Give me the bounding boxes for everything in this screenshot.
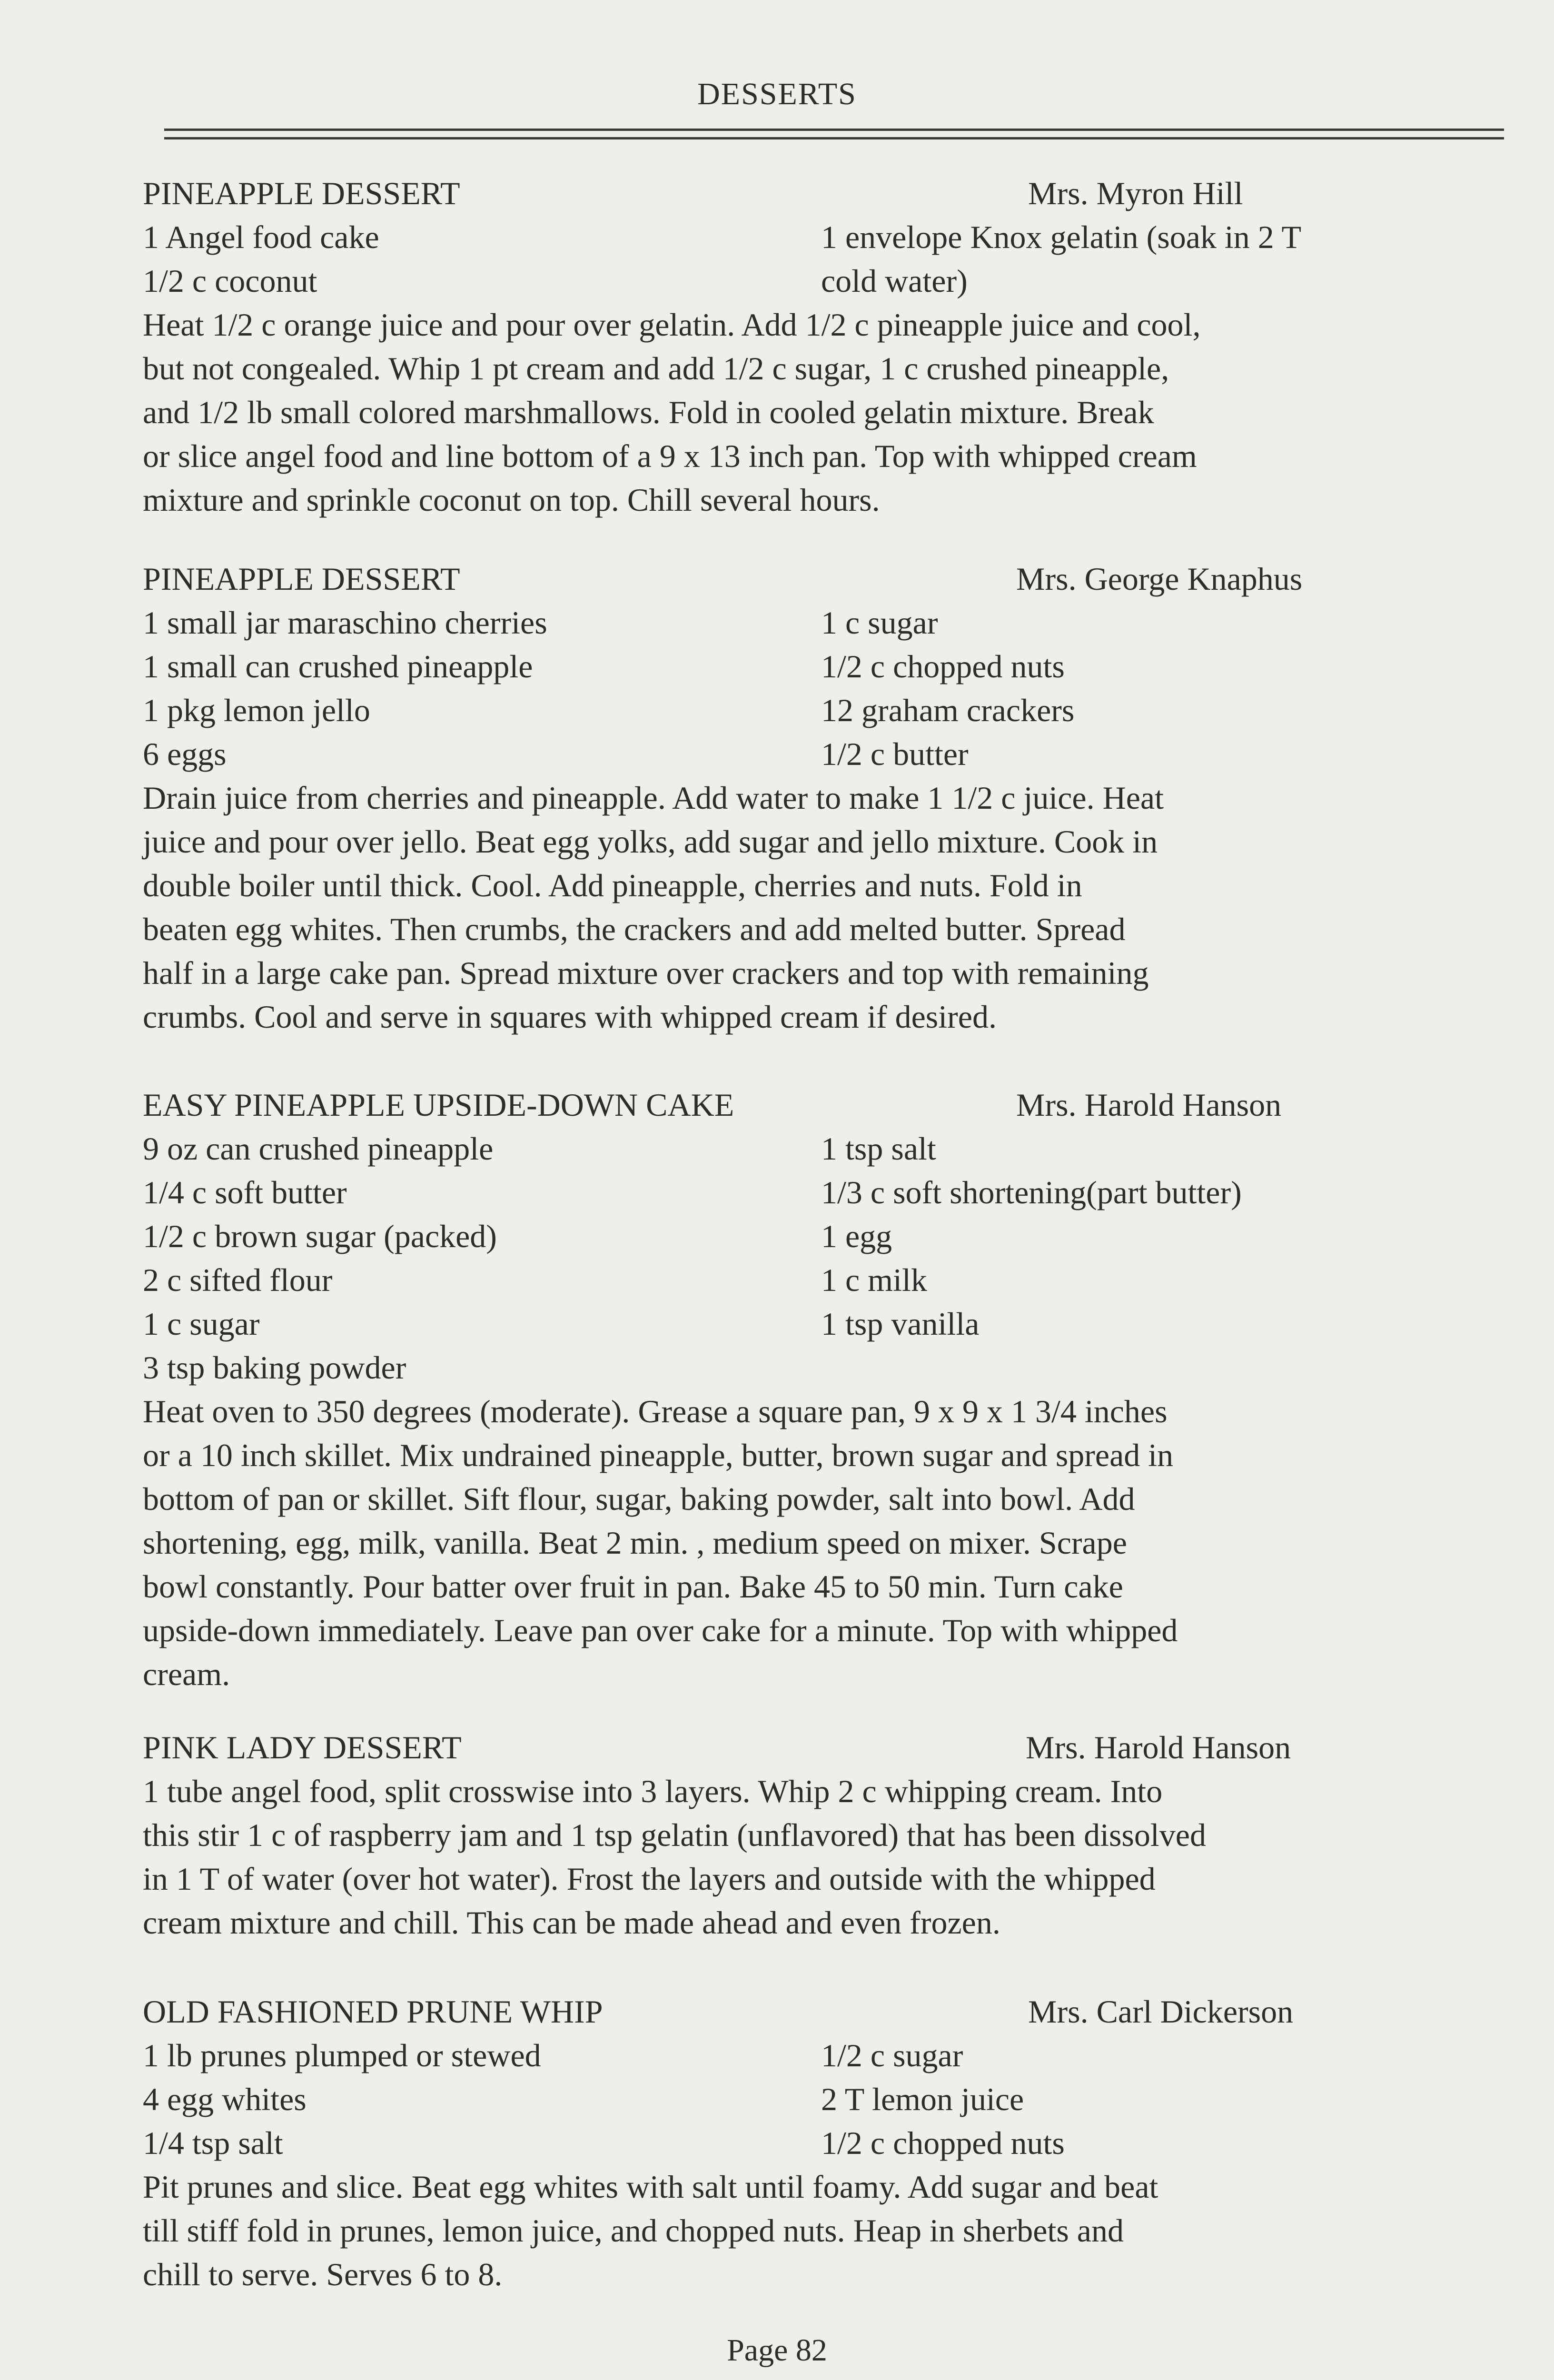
instruction-line: till stiff fold in prunes, lemon juice, and chopped nuts. Heap in sherbets and [143,2212,1124,2249]
ingredient-row [143,2077,1552,2121]
ingredient-left: 1 pkg lemon jello [143,692,370,728]
ingredient-right: 1/2 c chopped nuts [821,648,1065,684]
instruction-line: bottom of pan or skillet. Sift flour, sugar, baking powder, salt into bowl. Add [143,1481,1135,1517]
ingredient-right: 1/2 c butter [821,736,969,772]
ingredient-left: 1/4 tsp salt [143,2125,283,2161]
recipe-pink-lady-dessert [143,1726,1552,1944]
ingredient-row [143,1214,1552,1258]
recipe-author: Mrs. Harold Hanson [1026,1729,1291,1765]
header-rule-top [164,129,1504,131]
ingredient-row [143,732,1552,776]
ingredient-right: cold water) [821,263,968,299]
ingredient-right: 1 tsp salt [821,1130,936,1167]
ingredient-right: 1 c milk [821,1262,927,1298]
ingredient-left: 9 oz can crushed pineapple [143,1130,494,1167]
recipe-pineapple-dessert-knaphus [143,557,1552,1039]
recipe-title: OLD FASHIONED PRUNE WHIP [143,1993,603,2030]
instruction-line: cream mixture and chill. This can be made ahead and even frozen. [143,1904,1000,1941]
ingredient-left: 1 Angel food cake [143,219,379,255]
ingredient-right: 1 c sugar [821,605,938,641]
recipe-instructions [143,2165,1552,2296]
header-rule-bottom [164,137,1504,139]
instruction-line: half in a large cake pan. Spread mixture over crackers and top with remaining [143,955,1149,991]
ingredient-left: 3 tsp baking powder [143,1349,406,1386]
instruction-line: or slice angel food and line bottom of a 9 x 13 inch pan. Top with whipped cream [143,438,1197,474]
recipe-pineapple-dessert-hill [143,171,1552,522]
recipe-instructions [143,1769,1552,1944]
instruction-line: Heat oven to 350 degrees (moderate). Grease a square pan, 9 x 9 x 1 3/4 inches [143,1393,1168,1429]
instruction-line: beaten egg whites. Then crumbs, the crackers and add melted butter. Spread [143,911,1126,947]
recipe-author: Mrs. Myron Hill [1028,175,1243,211]
ingredient-left: 1/2 c brown sugar (packed) [143,1218,497,1254]
instruction-line: bowl constantly. Pour batter over fruit in pan. Bake 45 to 50 min. Turn cake [143,1568,1123,1605]
ingredient-left: 4 egg whites [143,2081,307,2117]
recipe-author: Mrs. Harold Hanson [1016,1087,1282,1123]
instruction-line: shortening, egg, milk, vanilla. Beat 2 min. , medium speed on mixer. Scrape [143,1525,1127,1561]
instruction-line: Pit prunes and slice. Beat egg whites with salt until foamy. Add sugar and beat [143,2169,1158,2205]
ingredient-row [143,601,1552,645]
recipe-title: PINK LADY DESSERT [143,1729,462,1765]
ingredient-row [143,215,1552,259]
ingredient-left: 1 c sugar [143,1306,260,1342]
instruction-line: 1 tube angel food, split crosswise into 3 layers. Whip 2 c whipping cream. Into [143,1773,1163,1809]
instruction-line: mixture and sprinkle coconut on top. Chill several hours. [143,482,880,518]
ingredient-right: 1 envelope Knox gelatin (soak in 2 T [821,219,1302,255]
instruction-line: and 1/2 lb small colored marshmallows. Fold in cooled gelatin mixture. Break [143,394,1154,430]
instruction-line: cream. [143,1656,230,1692]
ingredient-row [143,688,1552,732]
ingredient-row [143,2033,1552,2077]
ingredient-row [143,1170,1552,1214]
ingredient-left: 1/4 c soft butter [143,1174,347,1210]
recipe-title: PINEAPPLE DESSERT [143,561,460,597]
ingredient-left: 2 c sifted flour [143,1262,333,1298]
recipe-instructions [143,303,1552,522]
ingredient-left: 6 eggs [143,736,227,772]
recipe-instructions [143,776,1552,1039]
ingredient-left: 1 small jar maraschino cherries [143,605,547,641]
recipe-easy-pineapple-upside-down-cake [143,1083,1552,1696]
recipe-instructions [143,1389,1552,1696]
recipe-author: Mrs. George Knaphus [1016,561,1303,597]
ingredient-list [143,1127,1552,1389]
ingredient-right: 12 graham crackers [821,692,1075,728]
page-title: DESSERTS [697,77,857,111]
ingredient-list [143,215,1552,303]
ingredient-left: 1/2 c coconut [143,263,317,299]
ingredient-row [143,2121,1552,2165]
ingredient-list [143,601,1552,776]
recipe-old-fashioned-prune-whip [143,1990,1552,2296]
ingredient-right: 1 tsp vanilla [821,1306,980,1342]
ingredient-right: 1/2 c sugar [821,2037,963,2073]
ingredient-list [143,2033,1552,2165]
ingredient-row [143,645,1552,688]
ingredient-row [143,1346,1552,1389]
instruction-line: Heat 1/2 c orange juice and pour over gelatin. Add 1/2 c pineapple juice and cool, [143,307,1201,343]
instruction-line: but not congealed. Whip 1 pt cream and add 1/2 c sugar, 1 c crushed pineapple, [143,350,1169,387]
instruction-line: this stir 1 c of raspberry jam and 1 tsp gelatin (unflavored) that has been dissolved [143,1817,1206,1853]
ingredient-row [143,1258,1552,1302]
ingredient-right: 2 T lemon juice [821,2081,1024,2117]
instruction-line: or a 10 inch skillet. Mix undrained pineapple, butter, brown sugar and spread in [143,1437,1174,1473]
ingredient-left: 1 small can crushed pineapple [143,648,533,684]
instruction-line: Drain juice from cherries and pineapple. Add water to make 1 1/2 c juice. Heat [143,780,1164,816]
instruction-line: double boiler until thick. Cool. Add pineapple, cherries and nuts. Fold in [143,867,1082,903]
instruction-line: chill to serve. Serves 6 to 8. [143,2256,503,2292]
ingredient-right: 1/3 c soft shortening(part butter) [821,1174,1242,1210]
ingredient-right: 1 egg [821,1218,892,1254]
recipe-title: PINEAPPLE DESSERT [143,175,460,211]
instruction-line: crumbs. Cool and serve in squares with whipped cream if desired. [143,999,997,1035]
instruction-line: juice and pour over jello. Beat egg yolks, add sugar and jello mixture. Cook in [143,823,1158,860]
page-number: Page 82 [727,2333,827,2368]
ingredient-right: 1/2 c chopped nuts [821,2125,1065,2161]
ingredient-row [143,259,1552,303]
ingredient-row [143,1302,1552,1346]
ingredient-left: 1 lb prunes plumped or stewed [143,2037,541,2073]
recipe-title: EASY PINEAPPLE UPSIDE-DOWN CAKE [143,1087,734,1123]
ingredient-row [143,1127,1552,1170]
recipe-author: Mrs. Carl Dickerson [1028,1993,1294,2030]
instruction-line: upside-down immediately. Leave pan over cake for a minute. Top with whipped [143,1612,1178,1648]
instruction-line: in 1 T of water (over hot water). Frost the layers and outside with the whipped [143,1861,1156,1897]
